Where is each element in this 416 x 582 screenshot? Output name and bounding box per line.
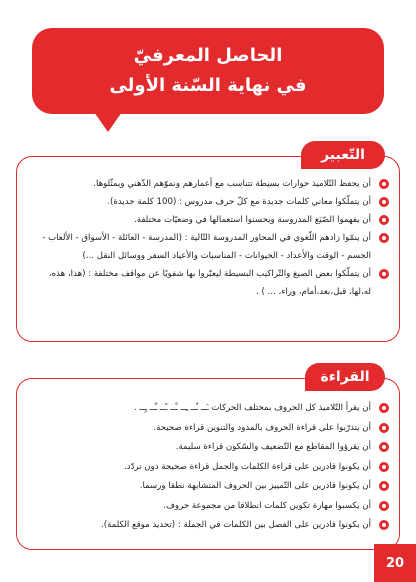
bubble-tail [94,112,122,132]
item-text: أن يقرؤوا المقاطع مع التّضعيف والسّكون قراءة سليمة. [175,442,371,452]
item-text: أن يقرأ التّلاميذ كل الحروف بمختلف الحركات ـَــ ـُــ ـِــ ـْــ ـًــ ـٌــ ـٍــ . [133,403,371,413]
list-item [29,438,389,458]
expression-list [17,157,399,301]
item-text: أن ينمّوا زادهم اللّغوي في المحاور المدروسة التّالية : (المدرسة - العائلة - الأسواق - الألعاب - الجسم - الوقت والأعداد - الحيوانات - المناسبات والأعياد السفر ووسائل النقل ...) [42,233,371,261]
list-item [29,419,389,439]
list-item [29,229,389,265]
list-item [29,175,389,193]
title-bubble [32,28,384,114]
bullet-icon [379,197,389,207]
bullet-icon [379,403,389,413]
item-text: أن يكونوا قادرين على الفصل بين الكلمات في الجملة : (تحديد موقع الكلمة). [101,520,371,530]
bullet-icon [379,481,389,491]
title-line-1: الحاصل المعرفيّ [133,45,283,66]
list-item [29,265,389,301]
list-item [29,399,389,419]
bullet-icon [379,501,389,511]
item-text: أن يتدرّبوا على قراءة الحروف بالمدود والتنوين قراءة صحيحة. [153,422,371,433]
list-item [29,211,389,229]
list-item [29,458,389,478]
bullet-icon [379,462,389,472]
reading-list [17,379,399,536]
section-reading [16,369,400,550]
bullet-icon [379,442,389,452]
bullet-icon [379,423,389,433]
page-number: 20 [374,544,416,582]
item-text: أن يتملّكوا بعض الصيغ والتّراكيب البسيطة ليعبّروا بها شفويًا عن مواقف مختلفة : (هذا، هذه، له،لها، قبل،بعد،أمام، وراء، ... ) . [48,269,371,297]
list-item [29,497,389,517]
bullet-icon [379,179,389,189]
item-text: أن يتملّكوا معاني كلمات جديدة مع كلّ حرف مدروس : (100 كلمة جديدة). [107,197,371,207]
section-heading-reading: القراءة [305,363,385,391]
title-line-2: في نهاية السّنة الأولى [109,75,307,96]
item-text: أن يحفظ التّلاميذ حوارات بسيطة تتناسب مع أعمارهم ونموّهم الذّهني ويمثّلوها. [93,179,371,189]
item-text: أن يكونوا قادرين على قراءة الكلمات والجمل قراءة صحيحة دون تردّد. [124,461,371,472]
item-text: أن يكسبوا مهارة تكوين كلمات انطلاقا من مجموعة حروف. [163,500,371,511]
bullet-icon [379,233,389,243]
list-item [29,193,389,211]
list-item [29,477,389,497]
item-text: أن يكونوا قادرين على التّمييز بين الحروف المتشابهة نطقا ورسما. [139,481,371,491]
bullet-icon [379,520,389,530]
bullet-icon [379,269,389,279]
section-heading-expression: التّعبير [301,141,385,169]
section-expression [16,147,400,342]
bullet-icon [379,215,389,225]
list-item [29,516,389,536]
item-text: أن يفهموا الصّيَغ المدروسة ويحسنوا استعمالها في وضعيّات مختلفة. [134,215,371,225]
